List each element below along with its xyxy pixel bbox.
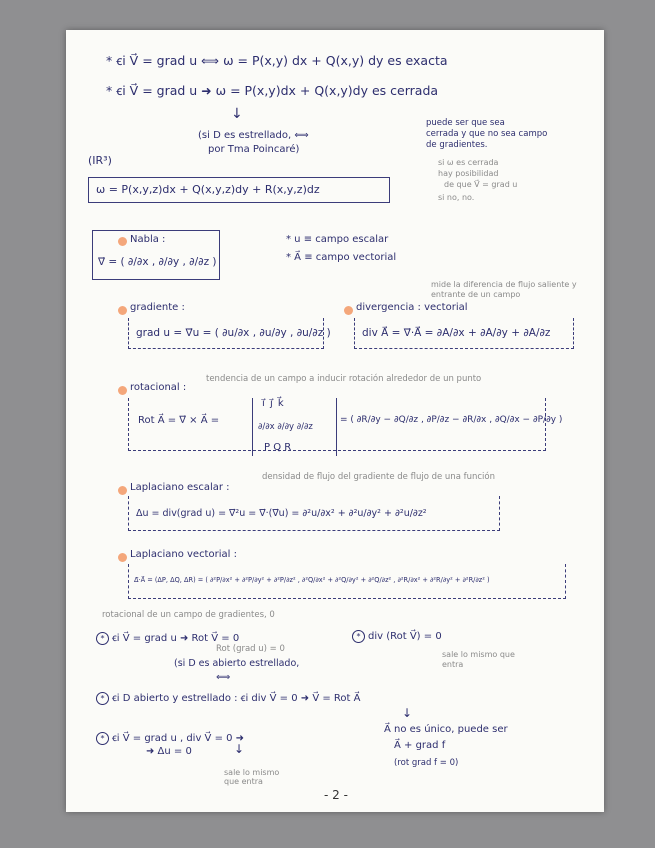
prop-4-text: ꞓi V⃗ = grad u , div V⃗ = 0 ➜	[112, 733, 245, 744]
prop-4	[96, 730, 244, 745]
prop-3-note-1: A⃗ no es único, puede ser	[384, 724, 508, 735]
prop-4-b: ➜ Δu = 0	[146, 746, 192, 757]
bullet-dot-icon	[118, 237, 127, 246]
det-row-1: i⃗ j⃗ k⃗	[262, 398, 285, 409]
right-note-6: de que V⃗ = grad u	[444, 180, 518, 189]
divergencia-title: divergencia : vectorial	[356, 302, 468, 313]
prop-3-note-2: A⃗ + grad f	[394, 740, 446, 751]
bullet-dot-icon	[118, 306, 127, 315]
prop-4-note: sale lo mismo que entra	[224, 768, 280, 786]
lap-escalar-title: Laplaciano escalar :	[130, 482, 230, 493]
prop-1-note: (si D es abierto estrellado,	[174, 658, 300, 669]
a-def: * A⃗ ≡ campo vectorial	[286, 252, 397, 263]
det-row-2: ∂/∂x ∂/∂y ∂/∂z	[258, 422, 313, 432]
right-note-1: puede ser que sea	[426, 118, 505, 128]
bullet-dot-icon	[344, 306, 353, 315]
prop-2	[352, 630, 442, 643]
divergencia-formula: div A⃗ = ∇⃗·A⃗ = ∂A/∂x + ∂A/∂y + ∂A/∂z	[362, 327, 551, 339]
nabla-title: Nabla :	[130, 234, 166, 245]
note-estrellado: (si D es estrellado, ⟺	[198, 130, 309, 141]
ir3-label: (IR³)	[88, 154, 112, 167]
star-circle-icon: *	[96, 692, 109, 705]
divergencia-note: mide la diferencia de flujo saliente y entrante de un campo	[431, 280, 577, 299]
rotacional-lhs: Rot A⃗ = ∇⃗ × A⃗ =	[138, 415, 220, 426]
star-circle-icon: *	[96, 632, 109, 645]
lap-escalar-formula: Δu = div(grad u) = ∇⃗²u = ∇⃗·(∇⃗u) = ∂²u/∂x² + ∂²u/∂y² + ∂²u/∂z²	[136, 508, 427, 519]
right-note-7: si no, no.	[438, 193, 475, 202]
lap-vectorial-formula: Δ⃗·A⃗ = (ΔP, ΔQ, ΔR) = ( ∂²P/∂x² + ∂²P/∂y² + ∂²P/∂z² , ∂²Q/∂x² + ∂²Q/∂y² + ∂²Q/∂z² , ∂²R/∂x² + ∂²R/∂y² + ∂²R/∂z² )	[134, 576, 490, 584]
prop-3-text: ꞓi D abierto y estrellado : ꞓi div V⃗ = 0 ➜ V⃗ = Rot A⃗	[112, 693, 361, 704]
right-note-5: hay posibilidad	[438, 169, 499, 178]
nabla-def: ∇⃗ = ( ∂/∂x , ∂/∂y , ∂/∂z )	[98, 256, 217, 268]
note-poincare: por Tma Poincaré)	[208, 144, 300, 155]
rotacional-note: tendencia de un campo a inducir rotación alrededor de un punto	[206, 374, 482, 384]
det-bar-left	[252, 398, 253, 456]
gradiente-title: gradiente :	[130, 302, 185, 313]
line-exact: * ꞓi V⃗ = grad u ⟺ ω = P(x,y) dx + Q(x,y) dy es exacta	[106, 53, 448, 68]
bullet-dot-icon	[118, 386, 127, 395]
det-bar-right	[336, 398, 337, 456]
prop-1	[96, 630, 239, 645]
prop-2-text: div (Rot V⃗) = 0	[368, 631, 442, 642]
gradiente-formula: grad u = ∇⃗u = ( ∂u/∂x , ∂u/∂y , ∂u/∂z )	[136, 327, 331, 339]
down-arrow-icon: ↓	[234, 742, 245, 756]
prop-3	[96, 690, 360, 705]
star-circle-icon: *	[96, 732, 109, 745]
right-note-4: si ω es cerrada	[438, 158, 499, 167]
prop-3-note-3: (rot grad f = 0)	[394, 758, 459, 768]
u-def: * u ≡ campo escalar	[286, 234, 389, 245]
prop-1-arrow: ⟺	[216, 672, 231, 683]
notebook-page	[66, 30, 604, 812]
line-closed: * ꞓi V⃗ = grad u ➜ ω = P(x,y)dx + Q(x,y)dy es cerrada	[106, 83, 439, 98]
right-note-3: de gradientes.	[426, 140, 488, 150]
rotacional-title: rotacional :	[130, 382, 187, 393]
lap-escalar-note: densidad de flujo del gradiente de flujo de una función	[262, 472, 495, 482]
bullet-dot-icon	[118, 486, 127, 495]
prop-1-sub: Rot (grad u) = 0	[216, 644, 285, 654]
prop-1-text: ꞓi V⃗ = grad u ➜ Rot V⃗ = 0	[112, 633, 240, 644]
down-arrow-icon: ↓	[402, 706, 413, 720]
rot-grad-note: rotacional de un campo de gradientes, 0	[102, 610, 275, 620]
rotacional-result: = ( ∂R/∂y − ∂Q/∂z , ∂P/∂z − ∂R/∂x , ∂Q/∂x − ∂P/∂y )	[340, 415, 563, 425]
star-circle-icon: *	[352, 630, 365, 643]
right-note-2: cerrada y que no sea campo	[426, 129, 548, 139]
bullet-dot-icon	[118, 553, 127, 562]
omega3-formula: ω = P(x,y,z)dx + Q(x,y,z)dy + R(x,y,z)dz	[96, 183, 320, 196]
down-arrow-icon: ↓	[231, 106, 243, 122]
lap-vectorial-title: Laplaciano vectorial :	[130, 549, 237, 560]
page-number: - 2 -	[324, 788, 348, 802]
prop-2-note: sale lo mismo que entra	[442, 650, 515, 669]
det-row-3: P Q R	[264, 442, 292, 453]
